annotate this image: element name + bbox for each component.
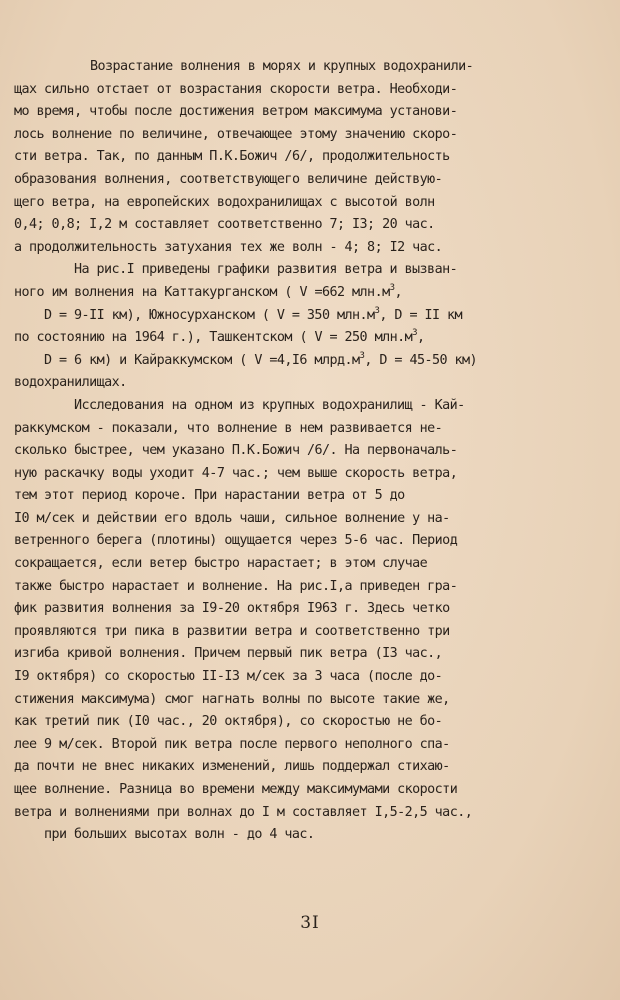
text-line: изгиба кривой волнения. Причем первый пик ветра (I3 час., (14, 646, 443, 662)
text-line (14, 282, 614, 305)
text-line: образования волнения, соответствующего величине действую- (14, 171, 443, 187)
text-line: сколько быстрее, чем указано П.К.Божич /6/. На первоначаль- (14, 443, 458, 459)
text-line: лось волнение по величине, отвечающее этому значению скоро- (14, 126, 458, 142)
text-line: раккумском - показали, что волнение в нем развивается не- (14, 420, 443, 436)
text-line: I0 м/сек и действии его вдоль чаши, сильное волнение у на- (14, 510, 450, 526)
superscript: 3 (374, 305, 380, 316)
text-line: как третий пик (I0 час., 20 октября), со скоростью не бо- (14, 714, 443, 730)
text-line: Исследования на одном из крупных водохранилищ - Кай- (74, 397, 465, 413)
text-line: Возрастание волнения в морях и крупных водохранили- (90, 59, 474, 74)
text-line (14, 327, 614, 350)
superscript: 3 (359, 350, 365, 361)
text-line: да почти не внес никаких изменений, лишь поддержал стихаю- (14, 759, 450, 775)
text-line: тем этот период короче. При нарастании ветра от 5 до (14, 488, 405, 504)
text-line: На рис.I приведены графики развития ветра и вызван- (74, 262, 458, 278)
text-line: также быстро нарастает и волнение. На рис.I,а приведен гра- (14, 578, 458, 594)
text-line: ветра и волнениями при волнах до I м составляет I,5-2,5 час., (14, 804, 473, 820)
text-line: сокращается, если ветер быстро нарастает; в этом случае (14, 556, 428, 572)
text-line: щего ветра, на европейских водохранилищах с высотой волн (14, 194, 435, 210)
text-line: сти ветра. Так, по данным П.К.Божич /6/, продолжительность (14, 149, 450, 165)
superscript: 3 (389, 282, 395, 293)
text-line (14, 350, 614, 373)
text-line: ную раскачку воды уходит 4-7 час.; чем выше скорость ветра, (14, 465, 458, 481)
text-line: 0,4; 0,8; I,2 м составляет соответственно 7; I3; 20 час. (14, 217, 435, 233)
text-fragment: , (394, 284, 402, 300)
text-line: стижения максимума) смог нагнать волны по высоте такие же, (14, 691, 450, 707)
text-line: а продолжительность затухания тех же волн - 4; 8; I2 час. (14, 239, 443, 255)
text-line: щее волнение. Разница во времени между максимумами скорости (14, 782, 458, 797)
text-line: щах сильно отстает от возрастания скорости ветра. Необходи- (14, 81, 458, 97)
body-text (14, 56, 614, 847)
text-line: лее 9 м/сек. Второй пик ветра после первого неполного спа- (14, 736, 450, 752)
text-fragment: D = 9-II км), Южносурханском ( V = 350 млн.м (44, 307, 375, 323)
text-line: I9 октября) со скоростью II-I3 м/сек за 3 часа (после до- (14, 669, 443, 685)
text-line: мо время, чтобы после достижения ветром максимума установи- (14, 104, 458, 120)
text-fragment: D = 6 км) и Кайраккумском ( V =4,I6 млрд.м (44, 352, 360, 368)
superscript: 3 (412, 328, 418, 339)
text-line: ветренного берега (плотины) ощущается через 5-6 час. Период (14, 533, 458, 549)
text-line: водохранилищах. (14, 375, 127, 391)
text-fragment: , D = 45-50 км) (364, 352, 478, 368)
text-fragment: по состоянию на 1964 г.), Ташкентском ( V = 250 млн.м (14, 330, 413, 346)
text-line (14, 305, 614, 328)
text-line: при больших высотах волн - до 4 час. (44, 827, 315, 843)
text-fragment: , D = II км (379, 307, 463, 323)
text-fragment: ного им волнения на Каттакурганском ( V =662 млн.м (14, 284, 390, 300)
text-line: фик развития волнения за I9-20 октября I963 г. Здесь четко (14, 601, 450, 617)
text-fragment: , (417, 330, 425, 346)
text-line: проявляются три пика в развитии ветра и соответственно три (14, 623, 450, 639)
page-number: 3I (300, 913, 320, 933)
